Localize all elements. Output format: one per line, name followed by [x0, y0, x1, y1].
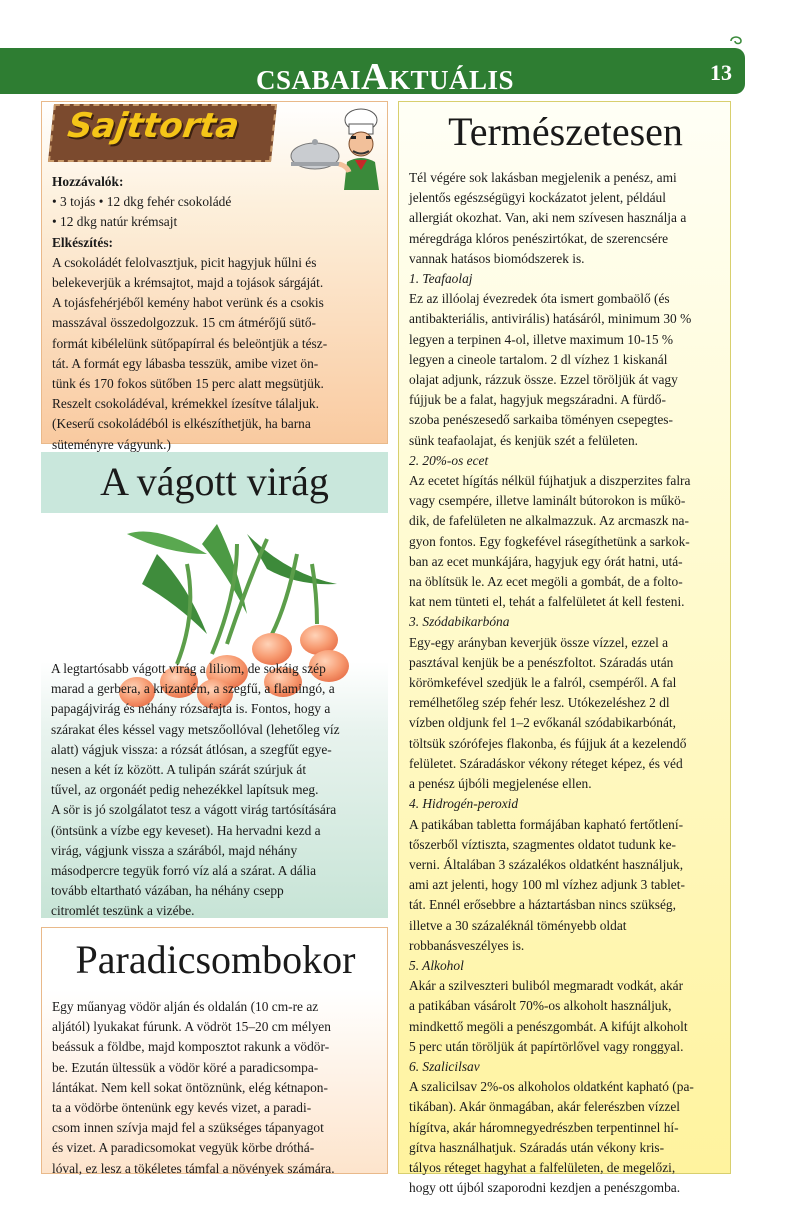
text-line: és vizet. A paradicsomokat vegyük körbe dróthá- [52, 1140, 315, 1156]
section-subheading: 1. Teafaolaj [409, 271, 473, 287]
tomato-article [41, 927, 388, 1174]
text-line: jelentős egészségügyi kockázatot jelent, például [409, 190, 666, 206]
text-line: allergiát okozhat. Van, aki nem szívesen használja a [409, 210, 687, 226]
text-line: tát. Ennél erősebbre a háztartásban nincs szükség, [409, 897, 676, 913]
text-line: hígítva, akár háromnegyedrészben terpentinnel hí- [409, 1119, 679, 1135]
text-line: tályos réteget hagyhat a falfelületen, de megelőzi, [409, 1159, 676, 1175]
text-line: ami azt jelenti, hogy 100 ml vízhez adjunk 3 tablet- [409, 877, 685, 893]
text-line: citromlét teszünk a vizébe. [51, 903, 195, 919]
text-line: ta a vödörbe öntenünk egy kevés vizet, a paradi- [52, 1100, 312, 1116]
text-line: ban az ecet munkájára, hagyjuk egy órát hatni, utá- [409, 553, 683, 569]
text-line: A legtartósabb vágott virág a liliom, de sokáig szép [51, 661, 326, 676]
method-heading: Elkészítés: [52, 234, 113, 250]
text-line: vagy csempére, illetve laminált bútorokon is műkö- [409, 493, 686, 509]
cut-flower-article [41, 452, 388, 918]
text-line: tikában). Akár önmagában, akár felerészben vízzel [409, 1099, 681, 1115]
section-subheading: 3. Szódabikarbóna [409, 614, 510, 630]
swirl-ornament-icon [729, 36, 743, 46]
text-line: legyen a cineole tartalom. 2 dl vízhez 1 kiskanál [409, 351, 668, 367]
natural-mold-removal-article [398, 101, 731, 1196]
text-line: marad a gerbera, a krizantém, a szegfű, a flamingó, a [51, 681, 335, 697]
text-line: másodpercre tegyük forró víz alá a szárat. A dália [51, 863, 317, 879]
text-line: méregdrága klóros penészirtókat, de szerencsére [409, 230, 669, 246]
text-line: Egy műanyag vödör alján és oldalán (10 cm-re az [52, 999, 319, 1014]
ingredient-line: • 12 dkg natúr krémsajt [52, 214, 178, 230]
text-line: süteményre vágyunk.) [52, 436, 171, 452]
text-line: be. Ezután ültessük a vödör köré a paradicsompa- [52, 1059, 319, 1075]
text-line: Egy-egy arányban keverjük össze vízzel, ezzel a [409, 634, 669, 650]
text-line: virág, vágjunk vissza a szárából, majd néhány [51, 842, 298, 858]
section-subheading: 4. Hidrogén-peroxid [409, 796, 519, 812]
ingredients-heading: Hozzávalók: [52, 174, 124, 189]
article-text [51, 659, 381, 922]
section-subheading: 5. Alkohol [409, 957, 464, 973]
text-line: A patikában tabletta formájában kapható fertőtlení- [409, 816, 684, 832]
text-line: szoba penészesedő sarkaiba töményen csepegtes- [409, 412, 673, 428]
text-line: 5 perc után töröljük át papírtörlővel vagy ronggyal. [409, 1038, 684, 1054]
text-line: remélhetőleg szép fehér lesz. Utókezeléshez 2 dl [409, 695, 670, 711]
article-text [409, 168, 727, 1198]
page-number: 13 [710, 60, 732, 85]
text-line: szárakat éles késsel vagy metszőollóval (lehetőleg víz [51, 721, 340, 737]
ingredient-line: • 3 tojás • 12 dkg fehér csokoládé [52, 194, 232, 210]
text-line: Akár a szilveszteri buliból megmaradt vodkát, akár [409, 978, 684, 994]
text-line: legyen a terpinen 4-ol, illetve maximum 10-15 % [409, 331, 674, 347]
text-line: gítva használhatjuk. Száradás után vékony kris- [409, 1139, 665, 1155]
text-line: tovább eltartható vázában, ha néhány csepp [51, 883, 284, 899]
section-subheading: 2. 20%-os ecet [409, 452, 489, 468]
text-line: kat nem tünteti el, tehát a falfelületet át kell festeni. [409, 594, 685, 610]
text-line: hogy ott újból szaporodni kezdjen a penészgomba. [409, 1180, 681, 1196]
text-line: a penész újbóli megjelenése ellen. [409, 776, 592, 792]
article-title: A vágott virág [100, 459, 329, 504]
text-line: tűvel, az orgonáét pedig nehezékkel lapítsuk meg. [51, 782, 319, 798]
text-line: sünk teafaolajat, és kenjük szét a felületen. [409, 432, 639, 448]
text-line: nesen a két íz között. A tulipán szárát szúrjuk át [51, 762, 307, 778]
text-line: (Keserű csokoládéból is elkészíthetjük, ha barna [52, 416, 311, 432]
text-line: A sör is jó szolgálatot tesz a vágott virág tartósítására [51, 802, 337, 818]
text-line: olajat adjunk, rázzuk össze. Ezzel töröljük át vagy [409, 372, 678, 388]
text-line: felületet. Száradáskor vékony réteget képez, és véd [409, 755, 683, 771]
text-line: vízben oldjunk fel 1–2 evőkanál szódabikarbónát, [409, 715, 676, 731]
text-line: papagájvirág és néhány rózsafajta is. Fontos, hogy a [51, 701, 331, 717]
text-line: illetve a 30 százaléknál töményebb oldat [409, 917, 627, 933]
text-line: csom innen szívja majd fel a szükséges tápanyagot [52, 1120, 324, 1136]
text-line: mindkettő megöli a penészgombát. A kifújt alkoholt [409, 1018, 688, 1034]
text-line: gyon fontos. Egy fogkefével rásegíthetünk a sarkok- [409, 533, 690, 549]
text-line: a patikában vásárolt 70%-os alkoholt használjuk, [409, 998, 672, 1014]
text-line: masszával összedolgozzuk. 15 cm átmérőjű sütő- [52, 315, 317, 331]
article-title: Paradicsombokor [75, 937, 356, 982]
text-line: lántákat. Nem kell sokat öntöznünk, elég kétnapon- [52, 1079, 328, 1095]
text-line: töltsük szórófejes flakonba, és fújjuk át a kezelendő [409, 735, 687, 751]
text-line: vannak hatásos biomódszerek is. [409, 250, 585, 266]
text-line: Ez az illóolaj évezredek óta ismert gombaölő (és [409, 291, 670, 307]
text-line: na öblítsük le. Az ecet megöli a gombát, de a folto- [409, 574, 683, 590]
text-line: beássuk a földbe, majd komposztot rakunk a vödör- [52, 1039, 330, 1055]
text-line: pasztával kenjük be a penészfoltot. Száradás után [409, 654, 674, 670]
text-line: robbanásveszélyes is. [409, 937, 525, 953]
text-line: Tél végére sok lakásban megjelenik a penész, ami [409, 170, 677, 185]
text-line: belekeverjük a krémsajtot, majd a tojások sárgáját. [52, 275, 324, 291]
text-line: verni. Általában 3 százalékos oldatként használjuk, [409, 856, 684, 872]
text-line: alatt) vágjuk vissza: a rózsát átlósan, a szegfűt egye- [51, 741, 332, 757]
text-line: formát kibélelünk sütőpapírral és beleöntjük a tész- [52, 335, 328, 351]
text-line: Az ecetet hígítás nélkül fújhatjuk a diszperzites falra [409, 473, 691, 489]
method-text [52, 253, 382, 455]
text-line: dik, de fafelületen ne alkalmazzuk. Az arcmaszk na- [409, 513, 689, 529]
text-line: lóval, ez lesz a tökéletes támfal a növények számára. [52, 1160, 335, 1176]
text-line: aljától) lyukakat fúrunk. A vödröt 15–20 cm mélyen [52, 1019, 331, 1035]
text-line: Reszelt csokoládéval, krémekkel ízesítve tálaljuk. [52, 396, 319, 412]
text-line: tünk és 170 fokos sütőben 15 perc alatt megsütjük. [52, 376, 324, 392]
text-line: körömkefével szedjük le a falról, csempéről. A fal [409, 675, 677, 691]
recipe-title: Sajttorta [65, 106, 242, 146]
text-line: A szalicilsav 2%-os alkoholos oldatként kapható (pa- [409, 1079, 694, 1095]
article-text [52, 997, 382, 1179]
text-line: tát. A formát egy lábasba tesszük, amibe vizet ön- [52, 355, 319, 371]
text-line: fújjuk be a falat, hagyjuk megszáradni. A fürdő- [409, 392, 666, 408]
text-line: A tojásfehérjéből kemény habot verünk és a csokis [52, 295, 324, 311]
text-line: tőszerből víztiszta, szagmentes oldatot tudunk ke- [409, 836, 676, 852]
text-line: A csokoládét felolvasztjuk, picit hagyjuk hűlni és [52, 254, 317, 270]
text-line: (öntsünk a vízbe egy keveset). Ha hervadni kezd a [51, 822, 321, 838]
cheesecake-recipe-box [41, 101, 388, 452]
section-subheading: 6. Szalicilsav [409, 1058, 480, 1074]
magazine-title: CSABAIAKTUÁLIS [256, 56, 515, 98]
article-title: Természetesen [448, 109, 683, 154]
text-line: antibakteriális, antivirális) hatásáról, minimum 30 % [409, 311, 692, 327]
